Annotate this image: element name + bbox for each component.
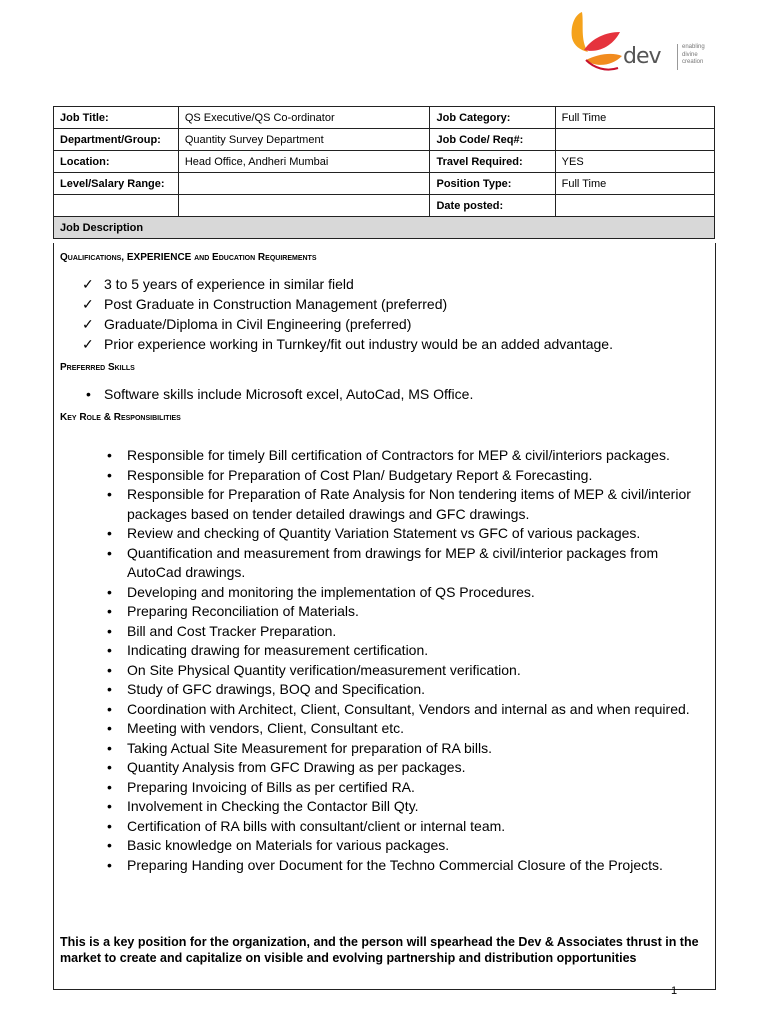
list-item: • Software skills include Microsoft excel, AutoCad, MS Office. <box>104 386 473 402</box>
list-item: • Responsible for Preparation of Rate Analysis for Non tendering items of MEP & civil/interior packages based on tender detailed drawings and GFC drawings. <box>127 485 712 524</box>
list-item: • Quantification and measurement from drawings for MEP & civil/interior packages from AutoCad drawings. <box>127 544 712 583</box>
department-label: Department/Group: <box>54 129 179 151</box>
list-item: ✓ Prior experience working in Turnkey/fit out industry would be an added advantage. <box>82 336 613 352</box>
list-item: • Taking Actual Site Measurement for preparation of RA bills. <box>127 739 712 759</box>
table-row <box>54 217 715 239</box>
preferred-skills-heading: Preferred Skills <box>60 362 135 373</box>
list-item: • Indicating drawing for measurement certification. <box>127 641 712 661</box>
table-row <box>54 107 715 129</box>
table-row <box>54 173 715 195</box>
checkmark-icon: ✓ <box>82 276 94 292</box>
list-item: • Quantity Analysis from GFC Drawing as per packages. <box>127 758 712 778</box>
list-item: ✓ 3 to 5 years of experience in similar field <box>82 276 354 292</box>
location-label: Location: <box>54 151 179 173</box>
job-title-value: QS Executive/QS Co-ordinator <box>178 107 430 129</box>
job-category-value: Full Time <box>555 107 714 129</box>
travel-required-label: Travel Required: <box>430 151 555 173</box>
checkmark-icon: ✓ <box>82 296 94 312</box>
responsibilities-heading: Key Role & Responsibilities <box>60 412 181 423</box>
list-item: ✓ Graduate/Diploma in Civil Engineering (preferred) <box>82 316 412 332</box>
list-item: • Preparing Invoicing of Bills as per certified RA. <box>127 778 712 798</box>
list-item: • Review and checking of Quantity Variation Statement vs GFC of various packages. <box>127 524 712 544</box>
job-description-header: Job Description <box>54 217 715 239</box>
page-number: 1 <box>671 985 678 997</box>
list-item: • Responsible for timely Bill certification of Contractors for MEP & civil/interiors packages. <box>127 446 712 466</box>
list-item: • Responsible for Preparation of Cost Plan/ Budgetary Report & Forecasting. <box>127 466 712 486</box>
list-item: • Developing and monitoring the implementation of QS Procedures. <box>127 583 712 603</box>
list-item: • Bill and Cost Tracker Preparation. <box>127 622 712 642</box>
job-title-label: Job Title: <box>54 107 179 129</box>
table-row <box>54 195 715 217</box>
logo-divider <box>677 44 678 70</box>
qualifications-heading: Qualifications, EXPERIENCE and Education Requirements <box>60 252 317 263</box>
responsibilities-list <box>127 446 712 875</box>
job-details-table <box>53 106 715 239</box>
list-item: • Basic knowledge on Materials for various packages. <box>127 836 712 856</box>
department-value: Quantity Survey Department <box>178 129 430 151</box>
list-item: • Certification of RA bills with consultant/client or internal team. <box>127 817 712 837</box>
logo-tagline: enabling divine creation <box>682 44 705 65</box>
empty-label <box>54 195 179 217</box>
travel-required-value: YES <box>555 151 714 173</box>
job-category-label: Job Category: <box>430 107 555 129</box>
list-item: ✓ Post Graduate in Construction Management (preferred) <box>82 296 448 312</box>
list-item: • Preparing Reconciliation of Materials. <box>127 602 712 622</box>
list-item: • Meeting with vendors, Client, Consultant etc. <box>127 719 712 739</box>
list-item: • Preparing Handing over Document for the Techno Commercial Closure of the Projects. <box>127 856 712 876</box>
closing-statement: This is a key position for the organization, and the person will spearhead the Dev & Associates thrust in the market to create and capitalize on visible and evolving partnership and distribution opportunities <box>60 935 699 965</box>
salary-range-label: Level/Salary Range: <box>54 173 179 195</box>
empty-value <box>178 195 430 217</box>
list-item: • Study of GFC drawings, BOQ and Specification. <box>127 680 712 700</box>
position-type-label: Position Type: <box>430 173 555 195</box>
position-type-value: Full Time <box>555 173 714 195</box>
checkmark-icon: ✓ <box>82 336 94 352</box>
logo-wordmark: dev <box>623 44 661 69</box>
checkmark-icon: ✓ <box>82 316 94 332</box>
table-row <box>54 151 715 173</box>
job-code-value <box>555 129 714 151</box>
date-posted-value <box>555 195 714 217</box>
list-item: • Involvement in Checking the Contactor Bill Qty. <box>127 797 712 817</box>
list-item: • Coordination with Architect, Client, Consultant, Vendors and internal as and when required. <box>127 700 712 720</box>
list-item: • On Site Physical Quantity verification/measurement verification. <box>127 661 712 681</box>
location-value: Head Office, Andheri Mumbai <box>178 151 430 173</box>
date-posted-label: Date posted: <box>430 195 555 217</box>
job-code-label: Job Code/ Req#: <box>430 129 555 151</box>
table-row <box>54 129 715 151</box>
salary-range-value <box>178 173 430 195</box>
